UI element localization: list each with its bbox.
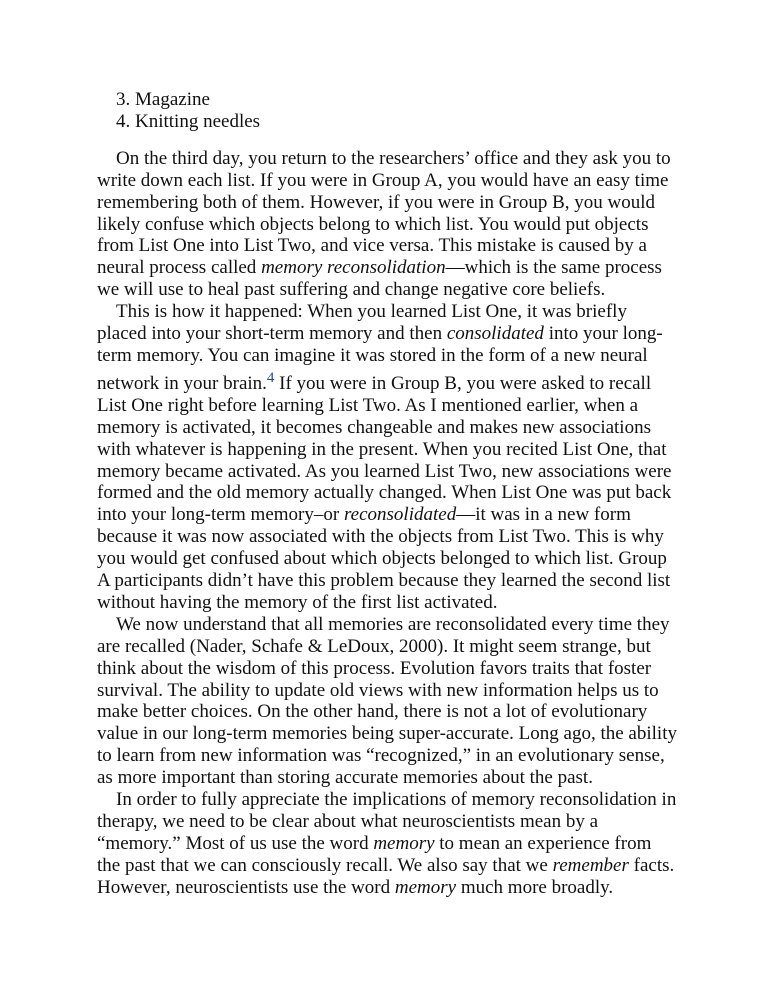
text-line: This is how it happened: When you learned List One, it was briefly bbox=[116, 301, 627, 323]
text-line: with whatever is happening in the present. When you recited List One, that bbox=[97, 438, 667, 460]
emphasis-term: memory bbox=[373, 832, 435, 854]
text-run: to mean an experience from bbox=[434, 832, 652, 854]
text-line: are recalled (Nader, Schafe & LeDoux, 2000). It might seem strange, but bbox=[97, 635, 651, 657]
text-line: memory became activated. As you learned List Two, new associations were bbox=[97, 460, 672, 482]
emphasis-term: remember bbox=[552, 854, 629, 876]
text-line: therapy, we need to be clear about what neuroscientists mean by a bbox=[97, 811, 599, 832]
text-line: On the third day, you return to the researchers’ office and they ask you to bbox=[116, 147, 671, 169]
text-run: “memory.” Most of us use the word bbox=[97, 832, 374, 854]
text-run: much more broadly. bbox=[456, 876, 614, 898]
text-run: However, neuroscientists use the word bbox=[97, 876, 395, 898]
text-run: placed into your short-term memory and then bbox=[97, 323, 447, 345]
text-line: write down each list. If you were in Group A, you would have an easy time bbox=[97, 169, 669, 191]
text-run: into your long- bbox=[543, 323, 663, 345]
book-page bbox=[97, 89, 687, 899]
list-item: 3. Magazine bbox=[116, 89, 210, 110]
text-line: you would get confused about which objects belonged to which list. Group bbox=[97, 548, 667, 570]
text-line: term memory. You can imagine it was stored in the form of a new neural bbox=[97, 344, 648, 366]
text-run: neural process called bbox=[97, 257, 262, 279]
text-line bbox=[97, 833, 687, 855]
emphasis-term: memory bbox=[394, 876, 457, 898]
paragraph-4 bbox=[97, 789, 687, 899]
text-run: network in your brain. bbox=[97, 372, 267, 394]
text-line: without having the memory of the first list activated. bbox=[97, 591, 498, 613]
text-run: the past that we can consciously recall. We also say that we bbox=[97, 854, 553, 876]
text-line: we will use to heal past suffering and change negative core beliefs. bbox=[97, 279, 606, 301]
text-line: List One right before learning List Two. As I mentioned earlier, when a bbox=[97, 394, 639, 416]
text-line bbox=[97, 257, 687, 279]
text-run: into your long-term memory–or bbox=[97, 504, 344, 526]
text-run: —which is the same process bbox=[445, 257, 662, 279]
footnote-link[interactable]: 4 bbox=[266, 369, 275, 386]
emphasis-term: memory reconsolidation bbox=[261, 257, 446, 279]
text-line bbox=[97, 877, 687, 899]
text-line bbox=[97, 504, 687, 526]
text-run: —it was in a new form bbox=[456, 504, 631, 526]
text-line: as more important than storing accurate memories about the past. bbox=[97, 767, 593, 789]
paragraph-1 bbox=[97, 148, 687, 301]
text-line: think about the wisdom of this process. Evolution favors traits that foster bbox=[97, 657, 652, 679]
text-line: make better choices. On the other hand, there is not a lot of evolutionary bbox=[97, 701, 648, 723]
text-line: We now understand that all memories are reconsolidated every time they bbox=[116, 613, 670, 635]
text-line: to learn from new information was “recognized,” in an evolutionary sense, bbox=[97, 745, 665, 767]
text-line: from List One into List Two, and vice versa. This mistake is caused by a bbox=[97, 235, 647, 257]
text-line: remembering both of them. However, if you were in Group B, you would bbox=[97, 191, 656, 213]
text-line: value in our long-term memories being super-accurate. Long ago, the ability bbox=[97, 723, 677, 745]
text-line bbox=[97, 369, 687, 395]
text-run: facts. bbox=[628, 854, 675, 876]
text-run: If you were in Group B, you were asked to recall bbox=[274, 372, 652, 394]
text-line bbox=[97, 855, 687, 877]
text-line: A participants didn’t have this problem because they learned the second list bbox=[97, 570, 671, 592]
text-line: formed and the old memory actually changed. When List One was put back bbox=[97, 482, 672, 504]
list-item: 4. Knitting needles bbox=[116, 110, 261, 132]
paragraph-3 bbox=[97, 614, 687, 789]
paragraph-2 bbox=[97, 301, 687, 614]
text-line: likely confuse which objects belong to which list. You would put objects bbox=[97, 213, 649, 235]
text-line: memory is activated, it becomes changeable and makes new associations bbox=[97, 416, 651, 438]
numbered-list bbox=[97, 89, 687, 133]
text-line: In order to fully appreciate the implications of memory reconsolidation in bbox=[116, 789, 677, 811]
text-line: because it was now associated with the objects from List Two. This is why bbox=[97, 526, 664, 548]
text-line: survival. The ability to update old views with new information helps us to bbox=[97, 679, 659, 701]
emphasis-term: consolidated bbox=[446, 323, 544, 345]
emphasis-term: reconsolidated bbox=[343, 504, 457, 526]
text-line bbox=[97, 323, 687, 345]
